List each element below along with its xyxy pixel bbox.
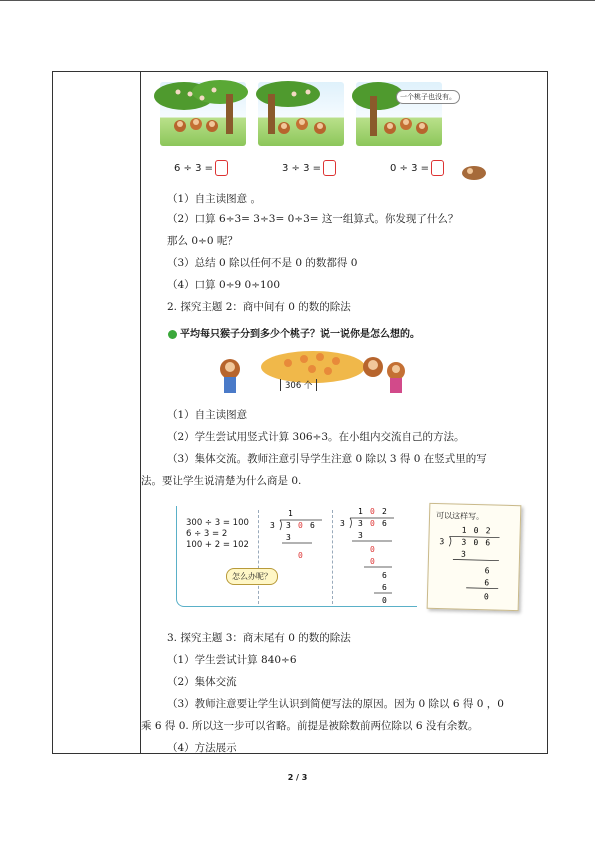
green-dot-icon: [168, 330, 177, 339]
scene-six-peaches: [160, 82, 246, 146]
text-line: （1）自主读图意 。: [167, 193, 262, 205]
question-line: 平均每只猴子分到多少个桃子？说一说你是怎么想的。: [168, 325, 420, 340]
monkey-icon: [460, 162, 488, 180]
table-column-divider: [140, 72, 141, 753]
svg-text:3: 3: [460, 549, 467, 559]
svg-text:0: 0: [298, 521, 303, 530]
svg-text:0: 0: [382, 596, 387, 605]
text-line: （2）集体交流: [167, 676, 237, 688]
svg-text:0: 0: [473, 537, 479, 548]
equation-0-div-3: 0 ÷ 3 =: [390, 160, 444, 176]
text-line: （4）方法展示: [167, 742, 237, 754]
long-division-attempt-2: [338, 504, 398, 606]
svg-text:6: 6: [382, 571, 387, 580]
svg-text:0: 0: [473, 525, 479, 536]
peach-count-label: 306 个: [280, 379, 317, 391]
svg-text:0: 0: [370, 557, 375, 566]
section-heading: 2. 探究主题 2：商中间有 0 的数的除法: [167, 301, 351, 313]
svg-text:3: 3: [439, 537, 445, 547]
svg-text:3: 3: [286, 521, 291, 530]
step-line: 6 ÷ 3 = 2: [186, 529, 228, 539]
answer-box: [215, 160, 228, 176]
svg-text:0: 0: [370, 507, 375, 516]
text-line: （1）学生尝试计算 840÷6: [167, 654, 297, 666]
text-line: （3）集体交流。教师注意引导学生注意 0 除以 3 得 0 在竖式里的写: [167, 453, 487, 465]
question-bubble: 怎么办呢？: [226, 568, 278, 585]
scene-zero-peaches: [356, 82, 456, 146]
page-top-rule: [0, 0, 595, 1]
svg-text:3: 3: [286, 533, 291, 542]
svg-text:2: 2: [382, 507, 387, 516]
text-line: （2）口算 6÷3= 3÷3= 0÷3= 这一组算式。你发现了什么？: [167, 213, 459, 225]
svg-text:1: 1: [358, 507, 363, 516]
text-line: （3）总结 0 除以任何不是 0 的数都得 0: [167, 257, 358, 269]
svg-text:6: 6: [382, 583, 387, 592]
svg-text:6: 6: [485, 538, 491, 548]
text-line: （3）教师注意要让学生认识到简便写法的原因。因为 0 除以 6 得 0 ，0: [167, 698, 504, 710]
svg-text:3: 3: [340, 519, 345, 528]
speech-bubble: 一个桃子也没有。: [396, 90, 460, 104]
svg-text:6: 6: [484, 566, 490, 576]
svg-text:1: 1: [461, 525, 467, 535]
svg-text:6: 6: [484, 578, 490, 588]
svg-text:6: 6: [310, 521, 315, 530]
page-number: 2 / 3: [287, 773, 308, 782]
text-line: 法。要让学生说清楚为什么商是 0.: [141, 475, 302, 487]
svg-text:6: 6: [382, 519, 387, 528]
svg-text:3: 3: [358, 519, 363, 528]
long-division-attempt-1: [266, 506, 328, 576]
peach-pile-illustration: [168, 323, 468, 398]
method-steps: [186, 518, 249, 551]
svg-text:1: 1: [288, 509, 293, 518]
svg-text:2: 2: [485, 526, 491, 536]
svg-text:0: 0: [370, 519, 375, 528]
answer-box: [431, 160, 444, 176]
step-line: 300 ÷ 3 = 100: [186, 518, 249, 528]
text-line: （2）学生尝试用竖式计算 306÷3。在小组内交流自己的方法。: [167, 431, 465, 443]
answer-box: [323, 160, 336, 176]
equation-3-div-3: 3 ÷ 3 =: [282, 160, 336, 176]
panel-divider: [332, 510, 333, 604]
svg-text:0: 0: [370, 545, 375, 554]
svg-text:3: 3: [270, 521, 275, 530]
scene-three-peaches: [258, 82, 344, 146]
text-line: （1）自主读图意: [167, 409, 248, 421]
division-methods-panel: [176, 502, 522, 612]
text-line: （4）口算 0÷9 0÷100: [167, 279, 281, 291]
svg-text:0: 0: [298, 551, 303, 560]
tree-icon: [258, 82, 344, 146]
note-card: [427, 503, 522, 611]
note-title: 可以这样写。: [435, 510, 485, 522]
step-line: 100 + 2 = 102: [186, 540, 249, 550]
svg-text:3: 3: [461, 537, 467, 547]
text-line: 乘 6 得 0. 所以这一步可以省略。前提是被除数前两位除以 6 没有余数。: [141, 720, 479, 732]
section-heading: 3. 探究主题 3：商末尾有 0 的数的除法: [167, 632, 351, 644]
svg-text:0: 0: [483, 592, 489, 602]
long-division-short-form: [432, 522, 514, 606]
text-line: 那么 0÷0 呢？: [167, 235, 238, 247]
equation-6-div-3: 6 ÷ 3 =: [174, 160, 228, 176]
monkey-peach-illustration: [160, 82, 490, 182]
tree-icon: [160, 82, 246, 146]
panel-divider: [258, 510, 259, 604]
svg-text:3: 3: [358, 531, 363, 540]
